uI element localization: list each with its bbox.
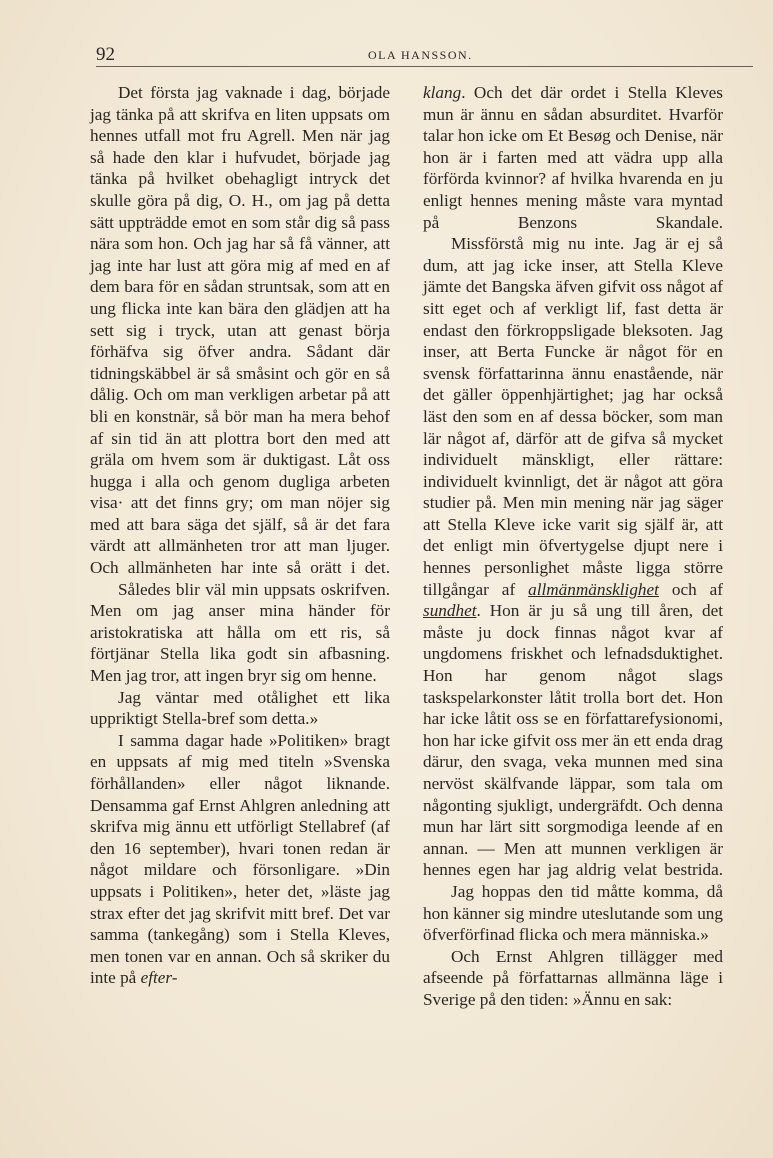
paragraph	[423, 82, 723, 233]
italic-word: klang	[423, 83, 462, 102]
paragraph-text: Och Ernst Ahlgren tillägger med afseende på författarnas allmänna läge i Sverige på den tiden: »Ännu en sak:	[423, 946, 723, 1009]
header-rule	[96, 66, 753, 67]
left-column	[90, 82, 390, 989]
italic-underlined-word: sundhet	[423, 601, 477, 621]
paragraph	[423, 946, 723, 1011]
italic-word: efter-	[140, 968, 178, 988]
paragraph-text: I samma dagar hade »Politiken» bragt en uppsats af mig med titeln »Svenska förhållanden» eller något liknande. Densamma gaf Ernst Ahlgren anledning att skrifva mig ännu ett utförligt Stellabref (af den 16 september), hvari tonen redan är något mildare och försonligare. »Din uppsats i Politiken», heter det, »läste jag strax efter det jag skrifvit mitt bref. Det var samma (tankegång) som i Stella Kleves, men tonen var en annan. Och så skriker du inte på	[90, 730, 390, 988]
paragraph-text: Jag väntar med otålighet ett lika uppriktigt Stella-bref som detta.»	[90, 687, 390, 729]
right-column	[423, 82, 723, 1011]
paragraph	[90, 687, 390, 730]
paragraph	[90, 579, 390, 687]
paragraph-text: och af	[658, 579, 724, 599]
paragraph	[90, 82, 390, 579]
paragraph	[423, 233, 723, 881]
running-head: OLA HANSSON.	[368, 48, 473, 62]
page-header	[88, 40, 753, 70]
page-number: 92	[96, 44, 115, 65]
paragraph-text: Det första jag vaknade i dag, började jag tänka på att skrifva en liten uppsats om hennes utfall mot fru Agrell. Men när jag så hade den klar i hufvudet, började jag tänka på hvilket obehagligt intryck det skulle göra på dig, O. H., om jag på detta sätt uppträdde emot en som står dig så pass nära som hon. Och jag har så få vänner, att jag inte har lust att göra mig af med en af dem bara för en sådan struntsak, som att en ung flicka inte kan bära den glädjen att ha sett sig i tryck, utan att genast börja förhäfva sig öfver andra. Sådant där tidningskäbbel är så småsint och gör en så dålig. Och om man verkligen arbetar på att bli en konstnär, så bör man ha mera behof af sin tid än att plottra bort den med att gräla om hvem som är duktigast. Låt oss hugga i alla och genom dugliga arbeten visa· att det finns gry; om man nöjer sig med att bara säga det själf, så är det fara värdt att allmänheten tror att man ljuger. Och allmänheten har inte så orätt i det.	[90, 83, 390, 578]
paragraph-text: Jag hoppas den tid måtte komma, då hon känner sig mindre uteslutande som ung öfverförfinad flicka och mera människa.»	[423, 881, 723, 945]
paragraph	[90, 730, 390, 989]
paragraph-text: . Hon är ju så ung till åren, det måste ju dock finnas något kvar af ungdomens friskhet och lefnadsduktighet. Hon har genom något slags taskspelarkonster låtit trolla bort det. Hon har icke låtit oss se en författarefysionomi, hon har icke gifvit oss mer än ett enda drag därur, den svaga, veka munnen med sina nervöst skälfvande läppar, som tala om någonting sjukligt, undergräfdt. Och denna mun har lärt sitt sorgmodiga leende af en annan. — Men att munnen verkligen är hennes egen har jag aldrig velat bestrida.	[423, 601, 723, 880]
paragraph-text: Således blir väl min uppsats oskrifven. Men om jag anser mina händer för aristokratiska att hålla om ett ris, så förtjänar Stella lika godt sin afbasning. Men jag tror, att ingen bryr sig om henne.	[90, 579, 390, 686]
paragraph-text: Missförstå mig nu inte. Jag är ej så dum, att jag icke inser, att Stella Kleve jämte det Bangska äfven gifvit oss något af sitt eget och af verkligt lif, fast detta är endast den förkroppsligade bleksoten. Jag inser, att Berta Funcke är något för en svensk författarinna ännu enastående, när det gäller öppenhjärtighet; jag har också läst den som en af dessa böcker, som man lär något af, därför att de gifva så mycket individuelt mänskligt, eller rättare: individuelt kvinnligt, det är något att göra studier på. Men min mening när jag säger att Stella Kleve icke varit sig själf är, att det enligt min öfvertygelse djupt nere i hennes personlighet måste ligga större tillgångar af	[423, 234, 723, 599]
paragraph-text: . Och det där ordet i Stella Kleves mun är ännu en sådan absurditet. Hvarför talar hon icke om Et Besøg och Denise, när hon är i farten med att vädra upp alla förförda kvinnor? af hvilka hvarenda en ju enligt hennes mening måste vara myntad på Benzons Skandale.	[423, 83, 723, 232]
italic-underlined-word: allmänmänsklighet	[528, 579, 659, 599]
paragraph	[423, 881, 723, 946]
